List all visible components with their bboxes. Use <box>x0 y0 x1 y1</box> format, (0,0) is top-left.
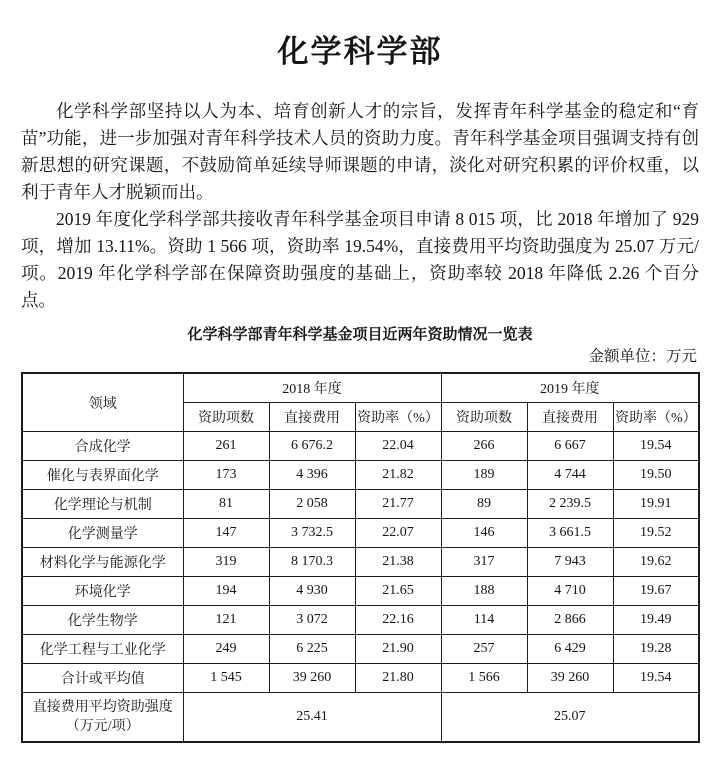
document-page <box>0 30 720 771</box>
cell-2018-direct-cost: 6 225 <box>269 635 355 664</box>
cell-2018-direct-cost: 3 732.5 <box>269 519 355 548</box>
cell-domain: 材料化学与能源化学 <box>22 548 183 577</box>
cell-domain: 化学工程与工业化学 <box>22 635 183 664</box>
page-title: 化学科学部 <box>277 34 443 69</box>
cell-2019-direct-cost: 7 943 <box>527 548 613 577</box>
header-year-2018: 2018 年度 <box>183 373 441 403</box>
unit-note: 金额单位：万元 <box>588 348 697 365</box>
cell-2019-projects: 266 <box>441 432 527 461</box>
cell-2018-projects: 319 <box>183 548 269 577</box>
table-row-environmental-chemistry <box>22 577 699 606</box>
header-2018-rate: 资助率（%） <box>355 403 441 432</box>
cell-domain: 环境化学 <box>22 577 183 606</box>
cell-2018-projects: 194 <box>183 577 269 606</box>
cell-2019-direct-cost: 39 260 <box>527 664 613 693</box>
cell-2019-projects: 257 <box>441 635 527 664</box>
cell-2018-projects: 81 <box>183 490 269 519</box>
cell-2018-direct-cost: 2 058 <box>269 490 355 519</box>
cell-2018-rate: 21.80 <box>355 664 441 693</box>
cell-2018-direct-cost: 6 676.2 <box>269 432 355 461</box>
cell-domain: 合计或平均值 <box>22 664 183 693</box>
cell-domain: 催化与表界面化学 <box>22 461 183 490</box>
table-row-catalysis-surface <box>22 461 699 490</box>
header-domain: 领域 <box>22 373 183 432</box>
cell-2019-rate: 19.67 <box>613 577 699 606</box>
cell-2019-rate: 19.50 <box>613 461 699 490</box>
table-row-theory-mechanism <box>22 490 699 519</box>
cell-2019-rate: 19.49 <box>613 606 699 635</box>
cell-2019-projects: 188 <box>441 577 527 606</box>
header-2019-direct-cost: 直接费用 <box>527 403 613 432</box>
cell-2018-rate: 21.38 <box>355 548 441 577</box>
cell-2019-rate: 19.54 <box>613 432 699 461</box>
cell-domain: 化学理论与机制 <box>22 490 183 519</box>
cell-2018-rate: 21.77 <box>355 490 441 519</box>
cell-2018-rate: 21.82 <box>355 461 441 490</box>
header-row-years <box>22 373 699 403</box>
table-caption: 化学科学部青年科学基金项目近两年资助情况一览表 <box>187 326 533 343</box>
cell-2018-projects: 121 <box>183 606 269 635</box>
header-year-2019: 2019 年度 <box>441 373 699 403</box>
cell-2018-projects: 173 <box>183 461 269 490</box>
table-row-total-average <box>22 664 699 693</box>
header-2018-projects: 资助项数 <box>183 403 269 432</box>
cell-2019-rate: 19.52 <box>613 519 699 548</box>
funding-table <box>21 372 700 743</box>
cell-2019-projects: 189 <box>441 461 527 490</box>
cell-2019-direct-cost: 6 667 <box>527 432 613 461</box>
cell-2019-projects: 89 <box>441 490 527 519</box>
paragraph-intro: 化学科学部坚持以人为本、培育创新人才的宗旨，发挥青年科学基金的稳定和“育苗”功能，进一步加强对青年科学技术人员的资助力度。青年科学基金项目强调支持有创新思想的研究课题，不鼓励简单延续导师课题的申请，淡化对研究积累的评价权重，以利于青年人才脱颖而出。 <box>21 101 699 202</box>
cell-2019-rate: 19.91 <box>613 490 699 519</box>
cell-2018-rate: 22.07 <box>355 519 441 548</box>
average-intensity-label-line1: 直接费用平均资助强度 <box>32 700 173 715</box>
cell-domain: 合成化学 <box>22 432 183 461</box>
cell-2019-direct-cost: 6 429 <box>527 635 613 664</box>
cell-2019-direct-cost: 4 710 <box>527 577 613 606</box>
cell-domain: 化学测量学 <box>22 519 183 548</box>
cell-2018-rate: 22.16 <box>355 606 441 635</box>
cell-2019-direct-cost: 2 239.5 <box>527 490 613 519</box>
cell-2018-projects: 147 <box>183 519 269 548</box>
average-intensity-label-line2: （万元/项） <box>65 719 140 734</box>
cell-2018-direct-cost: 8 170.3 <box>269 548 355 577</box>
cell-domain: 化学生物学 <box>22 606 183 635</box>
table-row-synthetic-chemistry <box>22 432 699 461</box>
cell-2019-rate: 19.54 <box>613 664 699 693</box>
cell-2018-projects: 261 <box>183 432 269 461</box>
header-2019-rate: 资助率（%） <box>613 403 699 432</box>
table-row-chemical-biology <box>22 606 699 635</box>
table-row-chemical-engineering <box>22 635 699 664</box>
cell-2018-average-intensity: 25.41 <box>183 693 441 743</box>
cell-2018-projects: 1 545 <box>183 664 269 693</box>
cell-2019-rate: 19.28 <box>613 635 699 664</box>
cell-2018-direct-cost: 4 930 <box>269 577 355 606</box>
cell-2019-projects: 114 <box>441 606 527 635</box>
cell-2018-direct-cost: 39 260 <box>269 664 355 693</box>
cell-2018-projects: 249 <box>183 635 269 664</box>
cell-2018-rate: 21.65 <box>355 577 441 606</box>
cell-2019-rate: 19.62 <box>613 548 699 577</box>
cell-2018-rate: 21.90 <box>355 635 441 664</box>
cell-average-intensity-label <box>22 693 183 743</box>
cell-2018-rate: 22.04 <box>355 432 441 461</box>
cell-2019-projects: 317 <box>441 548 527 577</box>
header-2019-projects: 资助项数 <box>441 403 527 432</box>
cell-2019-projects: 146 <box>441 519 527 548</box>
cell-2019-direct-cost: 2 866 <box>527 606 613 635</box>
table-row-materials-energy <box>22 548 699 577</box>
cell-2018-direct-cost: 4 396 <box>269 461 355 490</box>
cell-2019-direct-cost: 4 744 <box>527 461 613 490</box>
cell-2019-average-intensity: 25.07 <box>441 693 699 743</box>
table-row-chemical-measurement <box>22 519 699 548</box>
cell-2018-direct-cost: 3 072 <box>269 606 355 635</box>
paragraph-statistics: 2019 年度化学科学部共接收青年科学基金项目申请 8 015 项，比 2018 年增加了 929 项，增加 13.11%。资助 1 566 项，资助率 19.54%，直接费用平均资助强度为 25.07 万元/项。2019 年化学科学部在保障资助强度的基础上，资助率较 2018 年降低 2.26 个百分点。 <box>21 209 699 310</box>
table-row-average-intensity <box>22 693 699 743</box>
cell-2019-direct-cost: 3 661.5 <box>527 519 613 548</box>
cell-2019-projects: 1 566 <box>441 664 527 693</box>
header-2018-direct-cost: 直接费用 <box>269 403 355 432</box>
